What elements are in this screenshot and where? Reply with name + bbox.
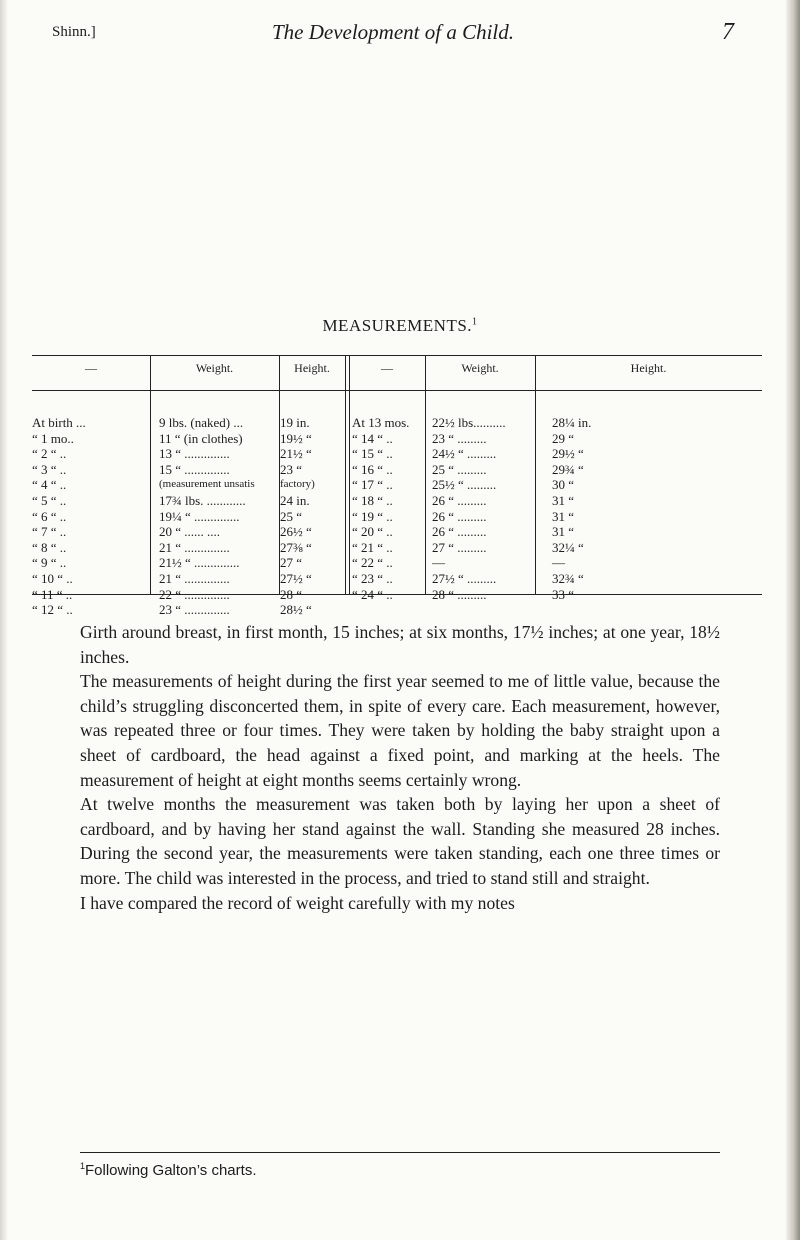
table-cell: 33 “ <box>552 586 575 602</box>
column-left-weight <box>159 415 277 618</box>
table-cell: 24 in. <box>280 492 310 508</box>
table-header-rule <box>32 390 762 391</box>
table-cell: “ 22 “ .. <box>352 555 393 571</box>
table-cell: “ 21 “ .. <box>352 539 393 555</box>
table-cell: At 13 mos. <box>352 415 410 430</box>
running-head-author: Shinn.] <box>52 24 96 40</box>
table-cell: “ 5 “ .. <box>32 492 67 508</box>
running-head <box>52 20 734 50</box>
column-right-age <box>352 415 424 602</box>
table-cell: 19 in. <box>280 415 310 430</box>
table-cell: “ 10 “ .. <box>32 570 73 586</box>
table-cell: 23 “ .............. <box>159 602 230 618</box>
heading-footnote-mark: 1 <box>472 316 478 328</box>
header-left-weight: Weight. <box>195 361 234 375</box>
running-head-title: The Development of a Child. <box>271 20 515 44</box>
table-cell: 22 “ .............. <box>159 586 230 602</box>
paragraph-girth: Girth around breast, in first month, 15 inches; at six months, 17½ inches; at one year, 18½ inches. <box>80 622 720 667</box>
table-cell: 19½ “ <box>280 430 312 446</box>
table-cell: 29¾ “ <box>552 461 584 477</box>
table-cell: “ 6 “ .. <box>32 508 67 524</box>
table-cell: 26 “ ......... <box>432 492 487 508</box>
table-cell: “ 17 “ .. <box>352 477 393 493</box>
paragraph-twelve-months: At twelve months the measurement was taken both by laying her upon a sheet of cardboard, and by having her stand against the wall. Standing she measured 28 inches. During the second year, the measurements were taken standing, each one three times or more. The child was interested in the process, and tried to stand still and straight. <box>80 794 720 888</box>
table-cell: 29 “ <box>552 430 575 446</box>
table-cell: 28 “ <box>280 586 303 602</box>
table-cell: 21 “ .............. <box>159 570 230 586</box>
table-cell: 27⅜ “ <box>280 539 312 555</box>
footnote <box>80 1161 256 1179</box>
table-cell: 27½ “ ......... <box>432 570 497 586</box>
table-cell: 15 “ .............. <box>159 461 230 477</box>
page-edge-left <box>0 0 8 1240</box>
table-cell: 24½ “ ......... <box>432 446 497 462</box>
table-cell: “ 14 “ .. <box>352 430 393 446</box>
table-cell: 28½ “ <box>280 602 312 618</box>
table-cell: 29½ “ <box>552 446 584 462</box>
table-cell: 25 “ ......... <box>432 461 487 477</box>
table-cell: 20 “ ...... .... <box>159 524 221 540</box>
table-cell: “ 1 mo.. <box>32 430 74 446</box>
table-cell: 11 “ (in clothes) <box>159 430 243 446</box>
paragraph-weight-record: I have compared the record of weight carefully with my notes <box>80 892 515 913</box>
section-heading <box>0 316 800 336</box>
table-cell: “ 16 “ .. <box>352 461 393 477</box>
table-cell: — <box>432 555 445 571</box>
table-cell: 31 “ <box>552 524 575 540</box>
page-number: 7 <box>722 19 734 45</box>
table-cell: “ 4 “ .. <box>32 477 67 493</box>
table-cell: “ 15 “ .. <box>352 446 393 462</box>
table-cell: 31 “ <box>552 492 575 508</box>
table-cell: 28¼ in. <box>552 415 592 430</box>
table-cell: “ 11 “ .. <box>32 586 73 602</box>
table-cell: 31 “ <box>552 508 575 524</box>
table-cell: 30 “ <box>552 477 575 493</box>
table-cell: 28 “ ......... <box>432 586 487 602</box>
footnote-text: Following Galton’s charts. <box>85 1162 257 1179</box>
header-right-weight: Weight. <box>461 361 499 375</box>
table-cell: “ 20 “ .. <box>352 524 393 540</box>
table-cell: 27½ “ <box>280 570 312 586</box>
table-cell: 32¼ “ <box>552 539 584 555</box>
table-vrule-4 <box>425 355 426 595</box>
table-cell: “ 2 “ .. <box>32 446 67 462</box>
table-cell: 26½ “ <box>280 524 312 540</box>
table-cell: “ 8 “ .. <box>32 539 67 555</box>
table-cell: 27 “ ......... <box>432 539 487 555</box>
table-cell: 22½ lbs.......... <box>432 415 506 430</box>
table-cell: “ 12 “ .. <box>32 602 73 618</box>
table-cell: (measurement unsatis <box>159 478 255 491</box>
measurements-table <box>32 355 762 618</box>
footnote-mark: 1 <box>80 1161 86 1171</box>
table-cell: 21 “ .............. <box>159 539 230 555</box>
table-top-rule <box>32 355 762 356</box>
table-cell: 21½ “ .............. <box>159 555 240 571</box>
table-cell: 27 “ <box>280 555 303 571</box>
header-right-age: — <box>381 361 393 375</box>
table-cell: 26 “ ......... <box>432 508 487 524</box>
paragraph-height-first-year: The measurements of height during the first year seemed to me of little value, because the child’s struggling disconcerted them, in spite of every care. Each measurement, however, was repeated three or four times. They were taken by holding the baby straight upon a sheet of cardboard, the head against a fixed point, and marking at the heels. The measurement of height at eight months seems certainly wrong. <box>80 671 720 790</box>
table-cell: 19¼ “ .............. <box>159 508 240 524</box>
table-vrule-5 <box>535 355 536 595</box>
table-vrule-3b <box>349 355 350 595</box>
table-cell: “ 7 “ .. <box>32 524 67 540</box>
table-cell: “ 23 “ .. <box>352 570 393 586</box>
table-cell: 21½ “ <box>280 446 312 462</box>
table-cell: “ 19 “ .. <box>352 508 393 524</box>
column-right-weight <box>432 415 533 602</box>
column-left-age <box>32 415 147 618</box>
table-cell: factory) <box>280 478 315 491</box>
table-cell: 23 “ <box>280 461 303 477</box>
section-heading-text: MEASUREMENTS. <box>322 316 473 335</box>
table-cell: 13 “ .............. <box>159 446 230 462</box>
table-cell: “ 3 “ .. <box>32 461 67 477</box>
header-left-height: Height. <box>294 361 330 375</box>
column-right-height <box>552 415 632 602</box>
table-cell: “ 24 “ .. <box>352 586 393 602</box>
body-text <box>80 620 720 915</box>
page-edge-right <box>786 0 800 1240</box>
table-cell: 23 “ ......... <box>432 430 487 446</box>
table-cell: 32¾ “ <box>552 570 584 586</box>
table-cell: 25 “ <box>280 508 303 524</box>
table-cell: “ 18 “ .. <box>352 492 393 508</box>
table-cell: 17¾ lbs. ............ <box>159 492 246 508</box>
footnote-rule <box>80 1152 720 1153</box>
table-cell: 9 lbs. (naked) ... <box>159 415 244 430</box>
table-cell: “ 9 “ .. <box>32 555 67 571</box>
table-cell: — <box>552 555 565 571</box>
table-cell: 25½ “ ......... <box>432 477 497 493</box>
column-left-height <box>280 415 344 618</box>
table-vrule-1 <box>150 355 151 595</box>
table-vrule-3a <box>345 355 346 595</box>
header-right-height: Height. <box>630 361 667 375</box>
table-cell: 26 “ ......... <box>432 524 487 540</box>
header-left-age: — <box>85 361 97 375</box>
table-cell: At birth ... <box>32 415 86 430</box>
